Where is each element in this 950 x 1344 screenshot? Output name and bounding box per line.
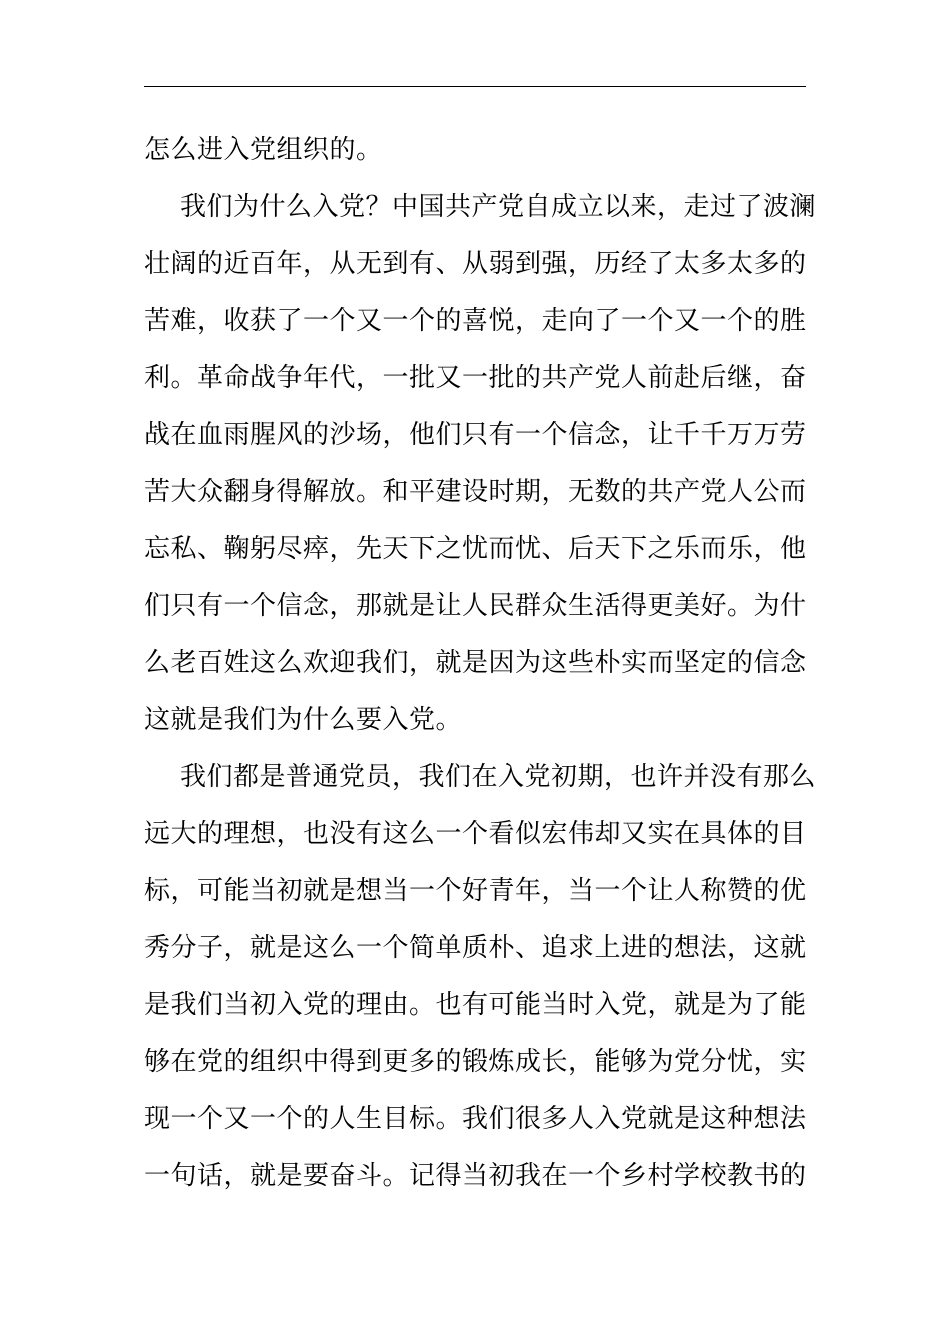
text-line: 怎么进入党组织的。: [144, 135, 383, 165]
text-line: 么老百姓这么欢迎我们，就是因为这些朴实而坚定的信念: [144, 648, 807, 678]
paragraph-first-line: 我们都是普通党员，我们在入党初期，也许并没有那么: [180, 762, 817, 792]
text-line: 标，可能当初就是想当一个好青年，当一个让人称赞的优: [144, 876, 807, 906]
text-line: 忘私、鞠躬尽瘁，先天下之忧而忧、后天下之乐而乐，他: [144, 534, 807, 564]
text-line: 够在党的组织中得到更多的锻炼成长，能够为党分忧，实: [144, 1047, 807, 1077]
text-line: 苦难，收获了一个又一个的喜悦，走向了一个又一个的胜: [144, 306, 807, 336]
text-line: 一句话，就是要奋斗。记得当初我在一个乡村学校教书的: [144, 1161, 807, 1191]
text-line: 壮阔的近百年，从无到有、从弱到强，历经了太多太多的: [144, 249, 807, 279]
text-line: 现一个又一个的人生目标。我们很多人入党就是这种想法: [144, 1104, 807, 1134]
text-line: 这就是我们为什么要入党。: [144, 705, 463, 735]
text-line: 们只有一个信念，那就是让人民群众生活得更美好。为什: [144, 591, 807, 621]
text-line: 是我们当初入党的理由。也有可能当时入党，就是为了能: [144, 990, 807, 1020]
text-line: 苦大众翻身得解放。和平建设时期，无数的共产党人公而: [144, 477, 807, 507]
paragraph-first-line: 我们为什么入党？中国共产党自成立以来，走过了波澜: [180, 192, 817, 222]
text-line: 远大的理想，也没有这么一个看似宏伟却又实在具体的目: [144, 819, 807, 849]
text-line: 利。革命战争年代，一批又一批的共产党人前赴后继，奋: [144, 363, 807, 393]
text-line: 秀分子，就是这么一个简单质朴、追求上进的想法，这就: [144, 933, 807, 963]
text-line: 战在血雨腥风的沙场，他们只有一个信念，让千千万万劳: [144, 420, 807, 450]
header-rule: [144, 86, 806, 87]
